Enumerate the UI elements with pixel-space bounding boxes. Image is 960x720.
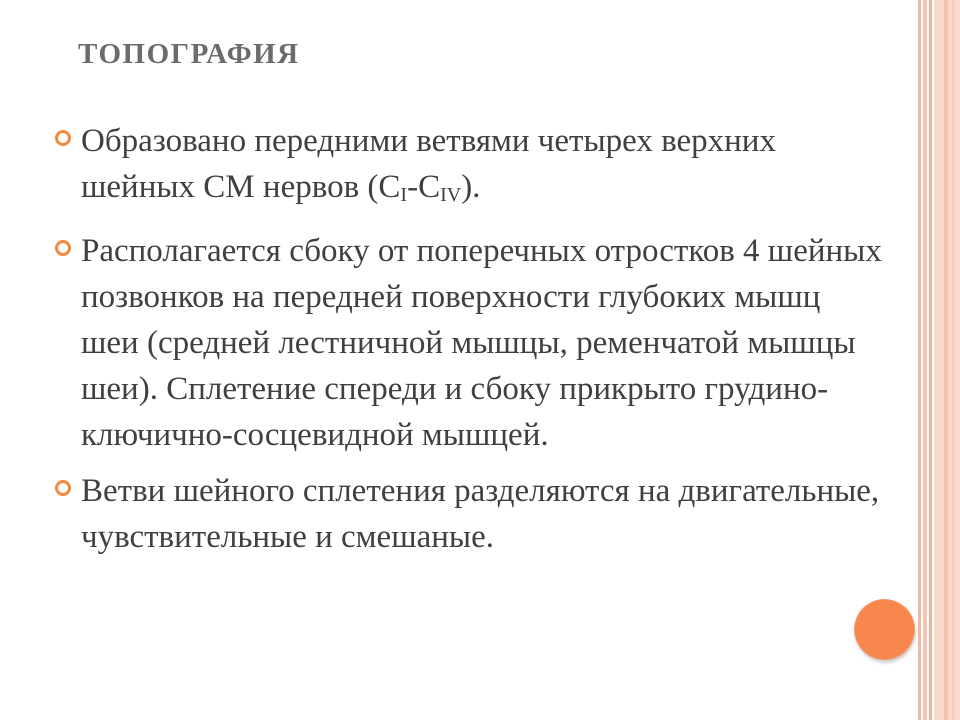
decorative-stripe [918, 0, 921, 720]
bullet-text: Располагается сбоку от поперечных отростков 4 шейных позвонков на передней поверхности глубоких мышц шеи (средней лестничной мышцы, ременчатой мышцы шеи). Сплетение спереди и сбоку прикрыто грудино-ключично-сосцевидной мышцей. [81, 233, 882, 453]
subscript: IV [440, 184, 462, 206]
bullet-text: Ветви шейного сплетения разделяются на двигательные, чувствительные и смешаные. [81, 473, 880, 555]
slide-title: ТОПОГРАФИЯ [78, 38, 300, 70]
decorative-stripe [944, 0, 948, 720]
decorative-stripe [923, 0, 927, 720]
bullet-list [50, 118, 885, 570]
bullet-text-end: ). [461, 169, 481, 205]
decorative-stripe [952, 0, 955, 720]
ring-bullet-icon [55, 240, 71, 256]
ring-bullet-icon [55, 480, 71, 496]
bullet-item [50, 118, 885, 218]
orange-circle-decoration [855, 600, 914, 659]
bullet-text-mid: -C [407, 169, 441, 205]
decorative-stripe [929, 0, 932, 720]
subscript: I [400, 184, 408, 206]
bullet-item [50, 468, 885, 560]
bullet-text-start: Образовано передними ветвями четырех верхних шейных СМ нервов (C [81, 123, 776, 205]
ring-bullet-icon [55, 130, 71, 146]
bullet-item [50, 228, 885, 458]
